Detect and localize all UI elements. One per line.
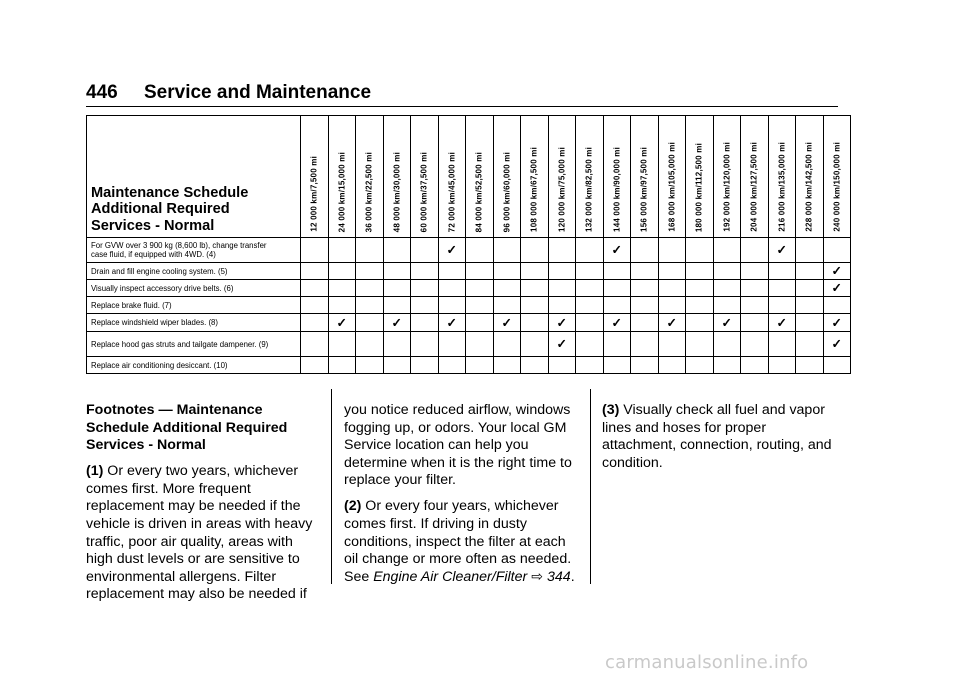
empty-cell bbox=[603, 357, 631, 374]
empty-cell bbox=[493, 332, 521, 357]
table-row bbox=[87, 357, 851, 374]
interval-header bbox=[301, 116, 329, 238]
empty-cell bbox=[521, 357, 549, 374]
interval-header bbox=[411, 116, 439, 238]
empty-cell bbox=[301, 238, 329, 263]
empty-cell bbox=[576, 263, 604, 280]
empty-cell bbox=[631, 238, 659, 263]
interval-label: 96 000 km/60,000 mi bbox=[502, 151, 512, 232]
empty-cell bbox=[383, 263, 411, 280]
table-row bbox=[87, 263, 851, 280]
interval-header bbox=[466, 116, 494, 238]
table-row bbox=[87, 238, 851, 263]
interval-header bbox=[493, 116, 521, 238]
service-item bbox=[87, 263, 301, 280]
empty-cell bbox=[686, 357, 714, 374]
empty-cell bbox=[823, 357, 851, 374]
empty-cell bbox=[576, 357, 604, 374]
empty-cell bbox=[631, 314, 659, 332]
footnote-2-text: Or every four years, whichever comes first. If driving in dusty conditions, inspect the filter at each oil change or more often as needed. See bbox=[344, 498, 572, 585]
footnote-1-text: Or every two years, whichever comes first. More frequent replacement may be needed if the vehicle is driven in areas with heavy traffic, poor air quality, areas with high dust levels or are sensitive to environmental allergens. Filter replacement may also be needed if bbox=[86, 463, 313, 603]
footnote-2-end: . bbox=[570, 568, 575, 585]
table-title bbox=[87, 116, 301, 238]
empty-cell bbox=[493, 238, 521, 263]
empty-cell bbox=[521, 297, 549, 314]
service-item bbox=[87, 332, 301, 357]
empty-cell bbox=[631, 357, 659, 374]
empty-cell bbox=[301, 263, 329, 280]
empty-cell bbox=[741, 297, 769, 314]
empty-cell bbox=[356, 238, 384, 263]
check-mark-icon: ✓ bbox=[823, 332, 851, 357]
empty-cell bbox=[603, 263, 631, 280]
service-item bbox=[87, 280, 301, 297]
interval-header bbox=[548, 116, 576, 238]
interval-label: 180 000 km/112,500 mi bbox=[694, 142, 704, 232]
empty-cell bbox=[383, 357, 411, 374]
footnote-1-number: (1) bbox=[86, 463, 104, 480]
footnotes-heading: Footnotes — Maintenance Schedule Additional Required Services - Normal bbox=[86, 402, 288, 454]
empty-cell bbox=[576, 332, 604, 357]
empty-cell bbox=[466, 238, 494, 263]
table-title-line: Additional Required bbox=[91, 201, 230, 217]
check-mark-icon: ✓ bbox=[823, 280, 851, 297]
page-header bbox=[86, 82, 838, 104]
interval-header bbox=[603, 116, 631, 238]
empty-cell bbox=[548, 280, 576, 297]
empty-cell bbox=[768, 297, 796, 314]
empty-cell bbox=[438, 263, 466, 280]
empty-cell bbox=[548, 238, 576, 263]
empty-cell bbox=[328, 280, 356, 297]
empty-cell bbox=[493, 297, 521, 314]
interval-label: 228 000 km/142,500 mi bbox=[804, 142, 814, 232]
empty-cell bbox=[603, 332, 631, 357]
empty-cell bbox=[521, 314, 549, 332]
empty-cell bbox=[741, 280, 769, 297]
interval-label: 204 000 km/127,500 mi bbox=[749, 142, 759, 232]
interval-label: 120 000 km/75,000 mi bbox=[557, 147, 567, 232]
empty-cell bbox=[823, 238, 851, 263]
check-mark-icon: ✓ bbox=[438, 238, 466, 263]
empty-cell bbox=[796, 297, 824, 314]
interval-label: 168 000 km/105,000 mi bbox=[667, 142, 677, 232]
empty-cell bbox=[383, 332, 411, 357]
empty-cell bbox=[328, 297, 356, 314]
empty-cell bbox=[438, 357, 466, 374]
empty-cell bbox=[768, 332, 796, 357]
empty-cell bbox=[576, 297, 604, 314]
empty-cell bbox=[493, 280, 521, 297]
empty-cell bbox=[576, 280, 604, 297]
interval-label: 36 000 km/22,500 mi bbox=[364, 151, 374, 232]
service-item bbox=[87, 357, 301, 374]
empty-cell bbox=[411, 238, 439, 263]
empty-cell bbox=[356, 280, 384, 297]
check-mark-icon: ✓ bbox=[658, 314, 686, 332]
empty-cell bbox=[631, 263, 659, 280]
empty-cell bbox=[328, 263, 356, 280]
footnotes-column-2 bbox=[344, 402, 582, 595]
empty-cell bbox=[493, 263, 521, 280]
empty-cell bbox=[411, 297, 439, 314]
empty-cell bbox=[438, 332, 466, 357]
empty-cell bbox=[603, 297, 631, 314]
empty-cell bbox=[383, 238, 411, 263]
empty-cell bbox=[521, 332, 549, 357]
service-item-text: Replace windshield wiper blades. (8) bbox=[91, 318, 218, 327]
interval-header bbox=[768, 116, 796, 238]
interval-label: 144 000 km/90,000 mi bbox=[612, 147, 622, 232]
table-row bbox=[87, 332, 851, 357]
empty-cell bbox=[741, 238, 769, 263]
empty-cell bbox=[631, 297, 659, 314]
interval-label: 216 000 km/135,000 mi bbox=[777, 142, 787, 232]
empty-cell bbox=[768, 357, 796, 374]
empty-cell bbox=[658, 297, 686, 314]
interval-label: 60 000 km/37,500 mi bbox=[419, 151, 429, 232]
section-title: Service and Maintenance bbox=[144, 82, 372, 103]
empty-cell bbox=[796, 357, 824, 374]
interval-label: 156 000 km/97,500 mi bbox=[639, 147, 649, 232]
table-title-line: Maintenance Schedule bbox=[91, 184, 249, 201]
check-mark-icon: ✓ bbox=[328, 314, 356, 332]
interval-header bbox=[438, 116, 466, 238]
empty-cell bbox=[493, 357, 521, 374]
check-mark-icon: ✓ bbox=[603, 238, 631, 263]
empty-cell bbox=[768, 280, 796, 297]
page-ref-arrow-icon: ⇨ bbox=[531, 568, 544, 585]
service-item bbox=[87, 238, 301, 263]
empty-cell bbox=[686, 280, 714, 297]
footnote-2-link[interactable]: Engine Air Cleaner/Filter bbox=[373, 568, 528, 585]
service-item-text: Replace air conditioning desiccant. (10) bbox=[91, 360, 228, 370]
maintenance-schedule-table bbox=[86, 115, 851, 374]
empty-cell bbox=[548, 297, 576, 314]
interval-header bbox=[741, 116, 769, 238]
interval-label: 84 000 km/52,500 mi bbox=[474, 151, 484, 232]
empty-cell bbox=[411, 280, 439, 297]
empty-cell bbox=[383, 280, 411, 297]
table-row bbox=[87, 280, 851, 297]
empty-cell bbox=[328, 332, 356, 357]
interval-label: 108 000 km/67,500 mi bbox=[529, 147, 539, 232]
check-mark-icon: ✓ bbox=[768, 238, 796, 263]
empty-cell bbox=[301, 357, 329, 374]
check-mark-icon: ✓ bbox=[548, 332, 576, 357]
interval-header bbox=[796, 116, 824, 238]
interval-label: 192 000 km/120,000 mi bbox=[722, 142, 732, 232]
empty-cell bbox=[796, 332, 824, 357]
empty-cell bbox=[466, 263, 494, 280]
check-mark-icon: ✓ bbox=[823, 314, 851, 332]
empty-cell bbox=[713, 357, 741, 374]
service-item bbox=[87, 314, 301, 332]
interval-header bbox=[328, 116, 356, 238]
column-divider bbox=[331, 389, 332, 584]
service-item-text: Replace brake fluid. (7) bbox=[91, 300, 172, 310]
header-rule bbox=[86, 106, 838, 107]
table-row bbox=[87, 297, 851, 314]
interval-label: 12 000 km/7,500 mi bbox=[309, 156, 319, 232]
empty-cell bbox=[796, 280, 824, 297]
empty-cell bbox=[713, 332, 741, 357]
empty-cell bbox=[686, 238, 714, 263]
empty-cell bbox=[658, 332, 686, 357]
empty-cell bbox=[741, 357, 769, 374]
empty-cell bbox=[383, 297, 411, 314]
empty-cell bbox=[713, 297, 741, 314]
watermark: carmanualsonline.info bbox=[605, 652, 809, 673]
empty-cell bbox=[301, 297, 329, 314]
empty-cell bbox=[356, 297, 384, 314]
empty-cell bbox=[741, 263, 769, 280]
empty-cell bbox=[411, 357, 439, 374]
footnote-2-page[interactable]: 344 bbox=[547, 568, 571, 585]
empty-cell bbox=[686, 263, 714, 280]
empty-cell bbox=[631, 332, 659, 357]
table-row bbox=[87, 314, 851, 332]
empty-cell bbox=[686, 332, 714, 357]
check-mark-icon: ✓ bbox=[713, 314, 741, 332]
empty-cell bbox=[686, 297, 714, 314]
empty-cell bbox=[576, 238, 604, 263]
empty-cell bbox=[521, 280, 549, 297]
empty-cell bbox=[576, 314, 604, 332]
empty-cell bbox=[438, 297, 466, 314]
empty-cell bbox=[466, 357, 494, 374]
page-number: 446 bbox=[86, 82, 118, 103]
empty-cell bbox=[768, 263, 796, 280]
empty-cell bbox=[411, 314, 439, 332]
footnote-2 bbox=[344, 498, 582, 586]
empty-cell bbox=[658, 357, 686, 374]
service-item-text: Drain and fill engine cooling system. (5) bbox=[91, 266, 228, 276]
column-divider bbox=[590, 389, 591, 584]
check-mark-icon: ✓ bbox=[548, 314, 576, 332]
empty-cell bbox=[796, 263, 824, 280]
empty-cell bbox=[631, 280, 659, 297]
empty-cell bbox=[301, 314, 329, 332]
interval-header bbox=[521, 116, 549, 238]
empty-cell bbox=[466, 297, 494, 314]
check-mark-icon: ✓ bbox=[823, 263, 851, 280]
empty-cell bbox=[548, 263, 576, 280]
empty-cell bbox=[796, 314, 824, 332]
interval-label: 24 000 km/15,000 mi bbox=[337, 151, 347, 232]
check-mark-icon: ✓ bbox=[383, 314, 411, 332]
empty-cell bbox=[658, 238, 686, 263]
interval-header bbox=[823, 116, 851, 238]
footnote-3-text: Visually check all fuel and vapor lines and hoses for proper attachment, connection, routing, and condition. bbox=[602, 402, 832, 471]
empty-cell bbox=[521, 263, 549, 280]
empty-cell bbox=[548, 357, 576, 374]
interval-header bbox=[356, 116, 384, 238]
interval-label: 240 000 km/150,000 mi bbox=[832, 142, 842, 232]
check-mark-icon: ✓ bbox=[493, 314, 521, 332]
table-title-line: Services - Normal bbox=[91, 217, 215, 234]
interval-label: 48 000 km/30,000 mi bbox=[392, 151, 402, 232]
empty-cell bbox=[741, 332, 769, 357]
footnote-1 bbox=[86, 463, 318, 604]
empty-cell bbox=[741, 314, 769, 332]
interval-header bbox=[576, 116, 604, 238]
check-mark-icon: ✓ bbox=[768, 314, 796, 332]
empty-cell bbox=[466, 314, 494, 332]
empty-cell bbox=[823, 297, 851, 314]
empty-cell bbox=[603, 280, 631, 297]
empty-cell bbox=[356, 357, 384, 374]
empty-cell bbox=[466, 332, 494, 357]
footnote-3-number: (3) bbox=[602, 402, 620, 418]
empty-cell bbox=[328, 238, 356, 263]
interval-label: 132 000 km/82,500 mi bbox=[584, 147, 594, 232]
interval-header bbox=[383, 116, 411, 238]
footnotes-column-1 bbox=[86, 402, 318, 613]
empty-cell bbox=[438, 280, 466, 297]
check-mark-icon: ✓ bbox=[603, 314, 631, 332]
interval-label: 72 000 km/45,000 mi bbox=[447, 151, 457, 232]
interval-header bbox=[631, 116, 659, 238]
empty-cell bbox=[356, 332, 384, 357]
empty-cell bbox=[411, 332, 439, 357]
footnote-2-number: (2) bbox=[344, 498, 362, 515]
empty-cell bbox=[411, 263, 439, 280]
service-item bbox=[87, 297, 301, 314]
empty-cell bbox=[713, 238, 741, 263]
interval-header bbox=[713, 116, 741, 238]
empty-cell bbox=[356, 314, 384, 332]
empty-cell bbox=[713, 263, 741, 280]
empty-cell bbox=[658, 280, 686, 297]
empty-cell bbox=[521, 238, 549, 263]
empty-cell bbox=[658, 263, 686, 280]
empty-cell bbox=[356, 263, 384, 280]
empty-cell bbox=[713, 280, 741, 297]
interval-header bbox=[686, 116, 714, 238]
footnote-1-continued: you notice reduced airflow, windows fogging up, or odors. Your local GM Service location can help you determine when it is the right time to replace your filter. bbox=[344, 402, 572, 489]
empty-cell bbox=[328, 357, 356, 374]
service-item-text: Replace hood gas struts and tailgate dampener. (9) bbox=[91, 339, 269, 349]
footnote-3 bbox=[602, 402, 842, 472]
empty-cell bbox=[301, 280, 329, 297]
check-mark-icon: ✓ bbox=[438, 314, 466, 332]
interval-header bbox=[658, 116, 686, 238]
empty-cell bbox=[796, 238, 824, 263]
service-item-text: Visually inspect accessory drive belts. (6) bbox=[91, 283, 234, 293]
footnotes-column-3 bbox=[602, 402, 842, 481]
empty-cell bbox=[301, 332, 329, 357]
empty-cell bbox=[466, 280, 494, 297]
service-item-text: For GVW over 3 900 kg (8,600 lb), change transfer case fluid, if equipped with 4WD. (4) bbox=[91, 241, 267, 259]
empty-cell bbox=[686, 314, 714, 332]
